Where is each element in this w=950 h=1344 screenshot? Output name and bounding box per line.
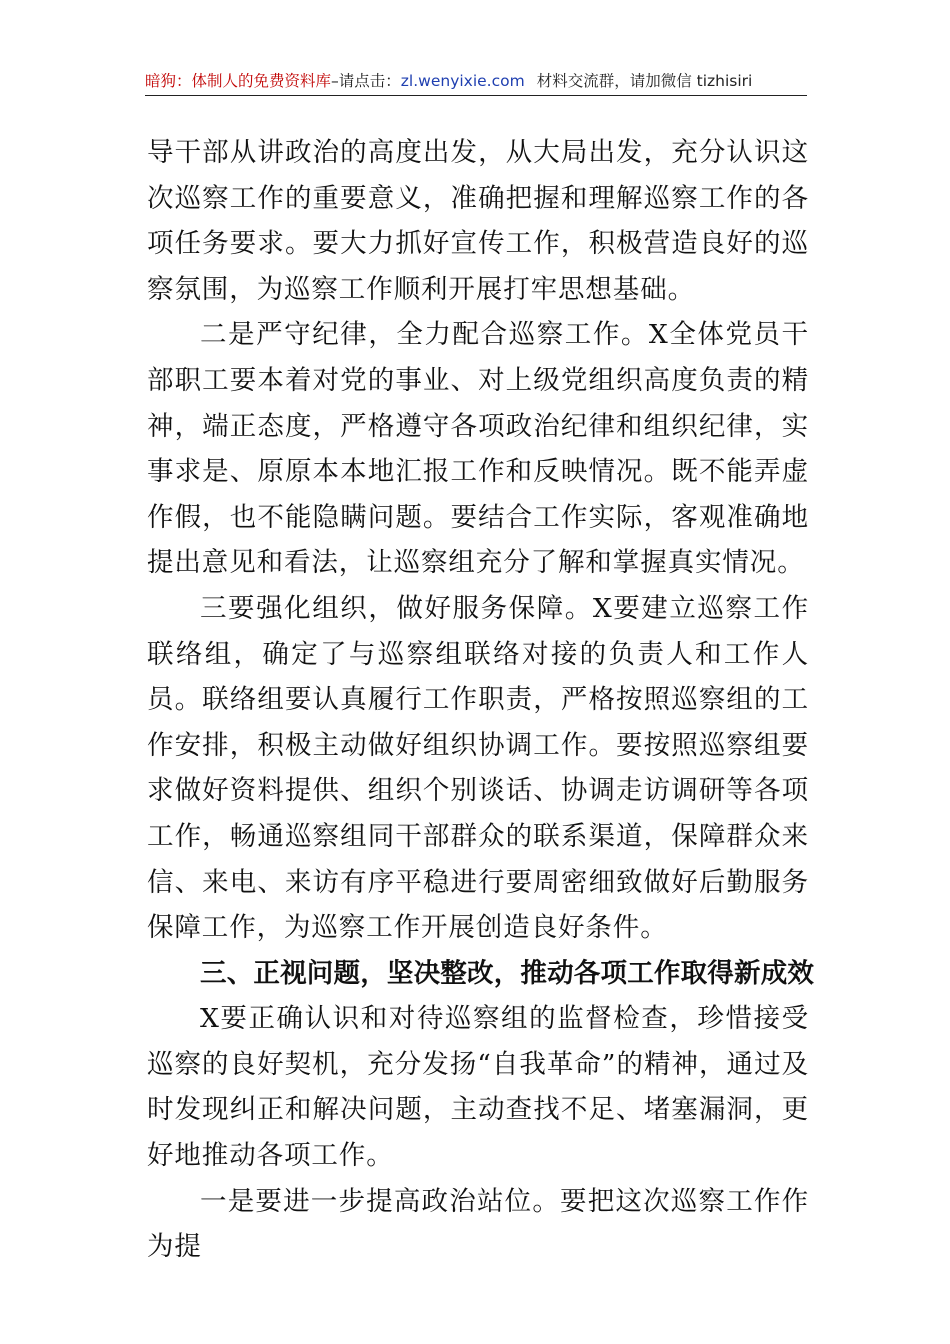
paragraph-organization: 三要强化组织，做好服务保障。X要建立巡察工作联络组，确定了与巡察组联络对接的负责人和工作人员。联络组要认真履行工作职责，严格按照巡察组的工作安排，积极主动做好组织协调工作。要按照巡察组要求做好资料提供、组织个别谈话、协调走访调研等各项工作，畅通巡察组同干部群众的联系渠道，保障群众来信、来电、来访有序平稳进行要周密细致做好后勤服务保障工作，为巡察工作开展创造良好条件。 [147, 592, 809, 944]
paragraph-continued: 导干部从讲政治的高度出发，从大局出发，充分认识这次巡察工作的重要意义，准确把握和理解巡察工作的各项任务要求。要大力抓好宣传工作，积极营造良好的巡察氛围，为巡察工作顺利开展打牢思想基础。 [147, 137, 809, 305]
header-brand: 暗狗：体制人的免费资料库 [145, 72, 332, 90]
document-body [147, 130, 815, 1270]
header-wechat-note: 材料交流群，请加微信 tizhisiri [536, 72, 753, 90]
header-separator: –请点击： [331, 72, 401, 90]
paragraph-discipline: 二是严守纪律，全力配合巡察工作。X全体党员干部职工要本着对党的事业、对上级党组织高度负责的精神，端正态度，严格遵守各项政治纪律和组织纪律，实事求是、原原本本地汇报工作和反映情况。既不能弄虚作假，也不能隐瞒问题。要结合工作实际，客观准确地提出意见和看法，让巡察组充分了解和掌握真实情况。 [147, 319, 809, 579]
header-url-link[interactable]: zl.wenyixie.com [400, 72, 525, 90]
paragraph-intro: X要正确认识和对待巡察组的监督检查，珍惜接受巡察的良好契机，充分发扬“自我革命”的精神，通过及时发现纠正和解决问题，主动查找不足、堵塞漏洞，更好地推动各项工作。 [147, 1003, 809, 1172]
header-divider [145, 95, 807, 96]
section-heading: 三、正视问题，坚决整改，推动各项工作取得新成效 [200, 957, 815, 989]
page-header [145, 70, 807, 92]
paragraph-political-stance: 一是要进一步提高政治站位。要把这次巡察工作作为提 [147, 1185, 809, 1263]
